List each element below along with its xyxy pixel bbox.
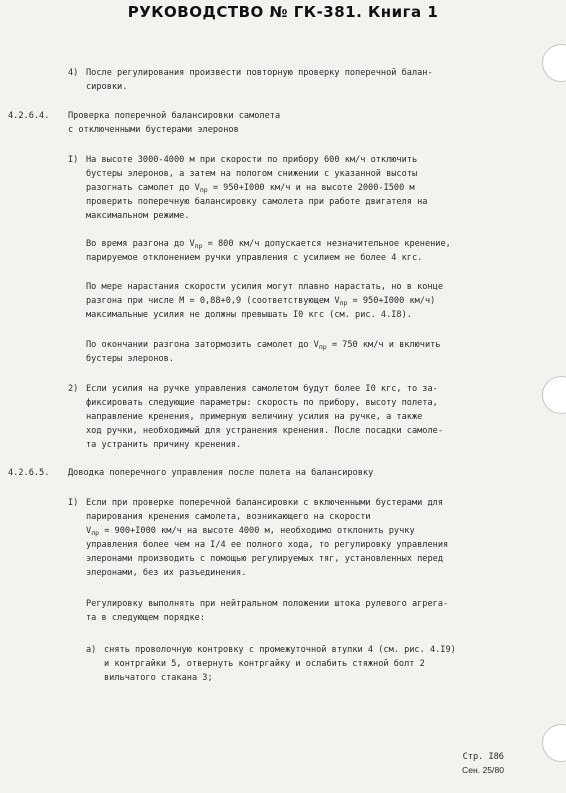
item-4-line-1: После регулирования произвести повторную проверку поперечной балан-: [86, 68, 433, 78]
revision-date: Сен. 25/80: [461, 765, 504, 775]
section-4264-item2-line-3: направление кренения, примерную величину усилия на ручке, а также: [86, 412, 423, 422]
section-4264-item2-line-5: та устранить причину кренения.: [86, 440, 242, 450]
section-4264-title-line-1: Проверка поперечной балансировки самолета: [68, 111, 281, 121]
section-4264-item2-label: 2): [68, 384, 79, 394]
section-4264-item2-line-1: Если усилия на ручке управления самолетом будут более I0 кгс, то за-: [86, 384, 438, 394]
section-4264-p3-line-2: разгона при числе М = 0,88+0,9 (соответствующем $V_{пр} = 950+I000$ км/ч): [86, 296, 436, 307]
section-4264-p1-line-3: разогнать самолет до $V_{пр} = 950+I000$ км/ч и на высоте 2000-I500 м: [86, 183, 415, 194]
binder-hole-top: [542, 44, 566, 82]
section-4264-p2-line-1: Во время разгона до $V_{пр} = 800$ км/ч допускается незначительное кренение,: [86, 239, 451, 250]
section-4265-p1-line-2: парирования кренения самолета, возникающего на скорости: [86, 512, 371, 522]
section-4265-p1-line-4: управления более чем на I/4 ее полного хода, то регулировку управления: [86, 540, 449, 550]
section-4264-p3-line-1: По мере нарастания скорости усилия могут плавно нарастать, но в конце: [86, 282, 443, 292]
section-4264-number: 4.2.6.4.: [8, 111, 50, 121]
section-4265-p1-line-6: элеронами, без их разъединения.: [86, 568, 247, 578]
section-4264-p4-line-2: бустеры элеронов.: [86, 354, 174, 364]
section-4265-p1-line-5: элеронами производить с помощью регулируемых тяг, установленных перед: [86, 554, 443, 564]
section-4264-p1-line-2: бустеры элеронов, а затем на пологом снижении с указанной высоты: [86, 169, 418, 179]
section-4264-p3-line-3: максимальные усилия не должны превышать I0 кгс (см. рис. 4.I8).: [86, 310, 412, 320]
section-4265-a-line-1: снять проволочную контровку с промежуточной втулки 4 (см. рис. 4.I9): [104, 645, 456, 655]
section-4265-p2-line-2: та в следующем порядке:: [86, 613, 205, 623]
section-4264-p2-line-2: парируемое отклонением ручки управления с усилием не более 4 кгс.: [86, 253, 423, 263]
section-4264-title-line-2: с отключенными бустерами элеронов: [68, 125, 239, 135]
section-4265-p1-line-1: Если при проверке поперечной балансировки с включенными бустерами для: [86, 498, 443, 508]
section-4264-p1-line-1: На высоте 3000-4000 м при скорости по прибору 600 км/ч отключить: [86, 155, 418, 165]
section-4264-p1-label: I): [68, 155, 79, 165]
section-4264-p4-line-1: По окончании разгона затормозить самолет до $V_{пр} = 750$ км/ч и включить: [86, 340, 441, 351]
section-4265-a-line-2: и контргайки 5, отвернуть контргайку и ослабить стяжной болт 2: [104, 659, 425, 669]
page-header: РУКОВОДСТВО № ГК-381. Книга 1: [127, 3, 439, 21]
section-4265-title: Доводка поперечного управления после полета на балансировку: [68, 468, 374, 478]
section-4265-a-line-3: вильчатого стакана 3;: [104, 673, 213, 683]
section-4265-a-label: а): [86, 645, 97, 655]
section-4264-p1-line-5: максимальном режиме.: [86, 211, 190, 221]
section-4264-p1-line-4: проверить поперечную балансировку самолета при работе двигателя на: [86, 197, 428, 207]
section-4265-p1-label: I): [68, 498, 79, 508]
item-4-label: 4): [68, 68, 79, 78]
binder-hole-bottom: [542, 724, 566, 762]
section-4264-item2-line-4: ход ручки, необходимый для устранения кренения. После посадки самоле-: [86, 426, 443, 436]
item-4-line-2: сировки.: [86, 82, 128, 92]
section-4265-p1-line-3: $V_{пр} = 900+I000$ км/ч на высоте 4000 м, необходимо отклонить ручку: [86, 526, 415, 537]
section-4265-number: 4.2.6.5.: [8, 468, 50, 478]
binder-hole-middle: [542, 376, 566, 414]
page-number: Стр. I86: [462, 752, 504, 762]
section-4265-p2-line-1: Регулировку выполнять при нейтральном положении штока рулевого агрега-: [86, 599, 449, 609]
section-4264-item2-line-2: фиксировать следующие параметры: скорость по прибору, высоту полета,: [86, 398, 438, 408]
